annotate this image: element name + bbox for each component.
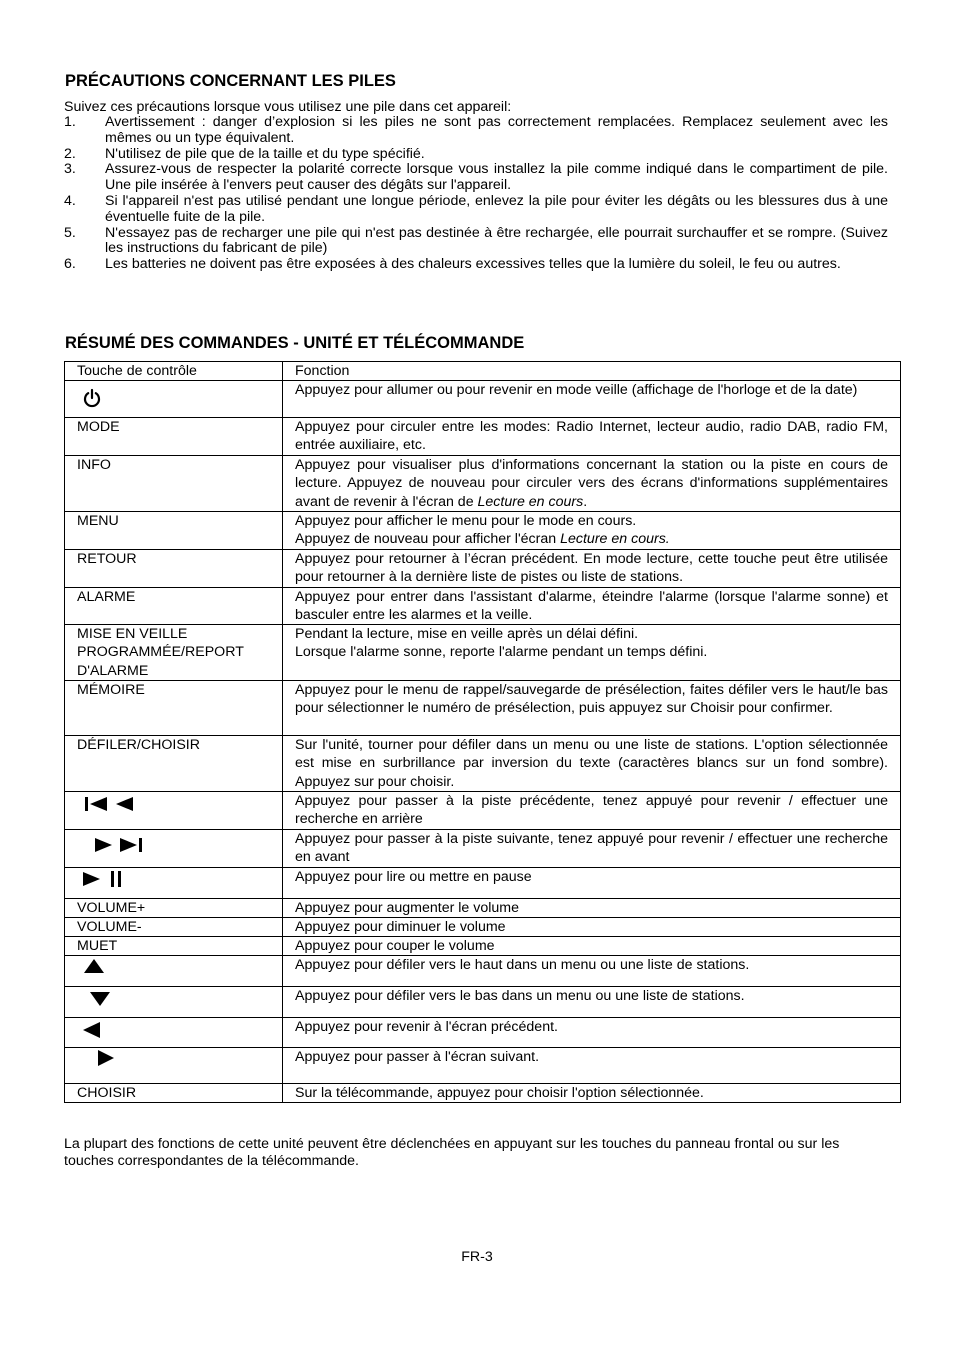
control-key-label: MÉMOIRE [77, 682, 145, 699]
table-row [65, 587, 901, 624]
table-row [65, 511, 901, 549]
right-arrow-icon [90, 1049, 116, 1072]
play-pause-icon [81, 870, 129, 893]
list-item: 2. N'utilisez de pile que de la taille et du type spécifié. [64, 145, 425, 162]
function-cell [283, 381, 901, 418]
function-cell [283, 736, 901, 792]
control-key-label: CHOISIR [77, 1085, 137, 1102]
next-track-icon [89, 836, 147, 859]
control-key-cell [65, 956, 283, 987]
function-text: . [583, 493, 588, 510]
function-text: Appuyez pour entrer dans l'assistant d'alarme, éteindre l'alarme (lorsque l'alarme sonne) et basculer entre les alarmes et la veille. [295, 588, 888, 624]
function-text-part: Appuyez de nouveau pour afficher l'écran [295, 531, 561, 548]
control-key-cell [65, 898, 283, 917]
function-cell [283, 987, 901, 1018]
function-text: Appuyez pour revenir à l'écran précédent. [295, 1019, 558, 1036]
list-item: 6. Les batteries ne doivent pas être exposées à des chaleurs excessives telles que la lumière du soleil, le feu ou autres. [64, 256, 841, 273]
function-text: Appuyez pour diminuer le volume [295, 918, 506, 935]
control-key-cell [65, 549, 283, 587]
function-text: Appuyez pour couper le volume [295, 938, 495, 955]
table-row [65, 829, 901, 867]
function-text: Appuyez pour défiler vers le haut dans un menu ou une liste de stations. [295, 957, 750, 974]
function-text: Appuyez pour augmenter le volume [295, 899, 519, 916]
control-key-cell [65, 1018, 283, 1048]
control-key-cell [65, 381, 283, 418]
control-key-cell [65, 587, 283, 624]
control-key-label: MODE [77, 419, 120, 436]
table-row [65, 792, 901, 829]
control-key-label: INFO [77, 457, 111, 474]
control-key-label: ALARME [77, 588, 136, 605]
function-text: Sur la télécommande, appuyez pour choisir l'option sélectionnée. [295, 1085, 704, 1102]
control-key-cell [65, 987, 283, 1018]
function-cell [283, 867, 901, 898]
control-key-cell [65, 1084, 283, 1103]
table-row [65, 917, 901, 936]
function-cell [283, 456, 901, 512]
control-key-label: DÉFILER/CHOISIR [77, 737, 200, 754]
function-text: Appuyez pour le menu de rappel/sauvegarde de présélection, faites défiler vers le haut/le bas pour sélectionner le numéro de présélection, puis appuyez sur Choisir pour confirmer. [295, 682, 888, 717]
function-cell [283, 917, 901, 936]
precautions-title: PRÉCAUTIONS CONCERNANT LES PILES [65, 72, 396, 90]
function-cell [283, 1018, 901, 1048]
list-item: 3. Assurez-vous de respecter la polarité correcte lorsque vous installez la pile comme indiqué dans le compartiment de pile. Une pile insérée à l'envers peut causer des dégâts sur l'appareil. [64, 161, 888, 194]
function-cell [283, 625, 901, 681]
control-key-cell [65, 792, 283, 829]
control-key-cell [65, 917, 283, 936]
control-key-cell [65, 681, 283, 736]
header-key: Touche de contrôle [65, 362, 283, 381]
function-text: Appuyez pour visualiser plus d'informations concernant la station ou la piste en cours de lecture. Appuyez de nouveau pour circuler vers des écrans d'informations supplémentaires avant de revenir à l'écran de [295, 457, 888, 510]
function-cell [283, 898, 901, 917]
function-text: Appuyez pour lire ou mettre en pause [295, 868, 532, 885]
control-key-cell [65, 1048, 283, 1084]
function-text-italic: Lecture en cours [477, 493, 584, 510]
function-text: Lorsque l'alarme sonne, reporte l'alarme pendant un temps défini. [295, 644, 708, 661]
table-row [65, 1084, 901, 1103]
function-text-italic: Lecture en cours. [560, 531, 670, 548]
control-key-label: MENU [77, 512, 119, 529]
table-header-row [65, 362, 901, 381]
list-item: 4. Si l'appareil n'est pas utilisé pendant une longue période, enlevez la pile pour éviter les dégâts ou les blessures dus à une éventuelle fuite de la pile. [64, 192, 888, 225]
precautions-intro: Suivez ces précautions lorsque vous utilisez une pile dans cet appareil: [64, 99, 512, 115]
table-row [65, 956, 901, 987]
function-text [295, 530, 888, 548]
function-cell [283, 937, 901, 956]
table-row [65, 625, 901, 681]
left-arrow-icon [80, 1021, 106, 1044]
function-text: Appuyez pour passer à la piste suivante, tenez appuyé pour revenir / effectuer une recherche en avant [295, 830, 888, 865]
previous-track-icon [83, 795, 139, 818]
table-row [65, 549, 901, 587]
footer-text: La plupart des fonctions de cette unité peuvent être déclenchées en appuyant sur les touches du panneau frontal ou sur les touches correspondantes de la télécommande. [64, 1136, 840, 1169]
function-cell [283, 792, 901, 829]
control-key-cell [65, 867, 283, 898]
function-text: Appuyez pour circuler entre les modes: Radio Internet, lecteur audio, radio DAB, radio FM, entrée auxiliaire, etc. [295, 419, 888, 454]
table-row [65, 937, 901, 956]
table-row [65, 1048, 901, 1084]
control-key-cell [65, 511, 283, 549]
function-cell [283, 681, 901, 736]
function-text: Appuyez pour passer à l'écran suivant. [295, 1049, 540, 1066]
function-text: Sur l'unité, tourner pour défiler dans un menu ou une liste de stations. L'option sélectionnée est mise en surbrillance par inversion du texte (caractères blancs sur un fond sombre). Appuyez sur pour choisir. [295, 737, 888, 790]
up-arrow-icon [81, 957, 107, 980]
control-key-label: MUET [77, 938, 118, 955]
function-text: Appuyez pour afficher le menu pour le mode en cours. [295, 512, 637, 529]
list-item: 5. N'essayez pas de recharger une pile qui n'est pas destinée à être rechargée, elle pourrait surchauffer et se rompre. (Suivez les instructions du fabricant de pile) [64, 224, 888, 257]
control-key-label: MISE EN VEILLE PROGRAMMÉE/REPORT D'ALARME [77, 626, 244, 679]
list-item: 1. Avertissement : danger d’explosion si les piles ne sont pas correctement remplacées. Remplacez seulement avec les mêmes ou un type équivalent. [64, 114, 888, 146]
control-key-label: VOLUME- [77, 918, 142, 935]
control-key-cell [65, 829, 283, 867]
table-row [65, 381, 901, 418]
function-cell [283, 829, 901, 867]
table-row [65, 867, 901, 898]
table-row [65, 418, 901, 456]
function-cell [283, 1084, 901, 1103]
function-cell [283, 1048, 901, 1084]
function-cell [283, 418, 901, 456]
table-row [65, 898, 901, 917]
control-key-cell [65, 937, 283, 956]
function-cell [283, 587, 901, 624]
function-text: Appuyez pour défiler vers le bas dans un menu ou une liste de stations. [295, 988, 745, 1005]
commands-table [64, 361, 901, 1103]
power-icon [81, 388, 103, 415]
control-key-cell [65, 625, 283, 681]
table-row [65, 681, 901, 736]
function-text: Appuyez pour allumer ou pour revenir en mode veille (affichage de l'horloge et de la date) [295, 382, 858, 399]
control-key-cell [65, 418, 283, 456]
commands-title: RÉSUMÉ DES COMMANDES - UNITÉ ET TÉLÉCOMMANDE [65, 334, 525, 352]
down-arrow-icon [87, 990, 113, 1013]
control-key-label: RETOUR [77, 550, 137, 567]
table-row [65, 1018, 901, 1048]
table-row [65, 456, 901, 512]
function-text: Appuyez pour retourner à l’écran précédent. En mode lecture, cette touche peut être utilisée pour retourner à la dernière liste de pistes ou liste de stations. [295, 550, 888, 586]
table-row [65, 736, 901, 792]
function-cell [283, 511, 901, 549]
page-number: FR-3 [461, 1249, 493, 1265]
header-function: Fonction [283, 362, 901, 381]
control-key-cell [65, 736, 283, 792]
control-key-cell [65, 456, 283, 512]
function-cell [283, 549, 901, 587]
table-row [65, 987, 901, 1018]
function-cell [283, 956, 901, 987]
control-key-label: VOLUME+ [77, 899, 146, 916]
function-text: Pendant la lecture, mise en veille après un délai défini. [295, 626, 639, 643]
function-text: Appuyez pour passer à la piste précédente, tenez appuyé pour revenir / effectuer une recherche en arrière [295, 793, 888, 828]
precautions-list [64, 115, 888, 273]
